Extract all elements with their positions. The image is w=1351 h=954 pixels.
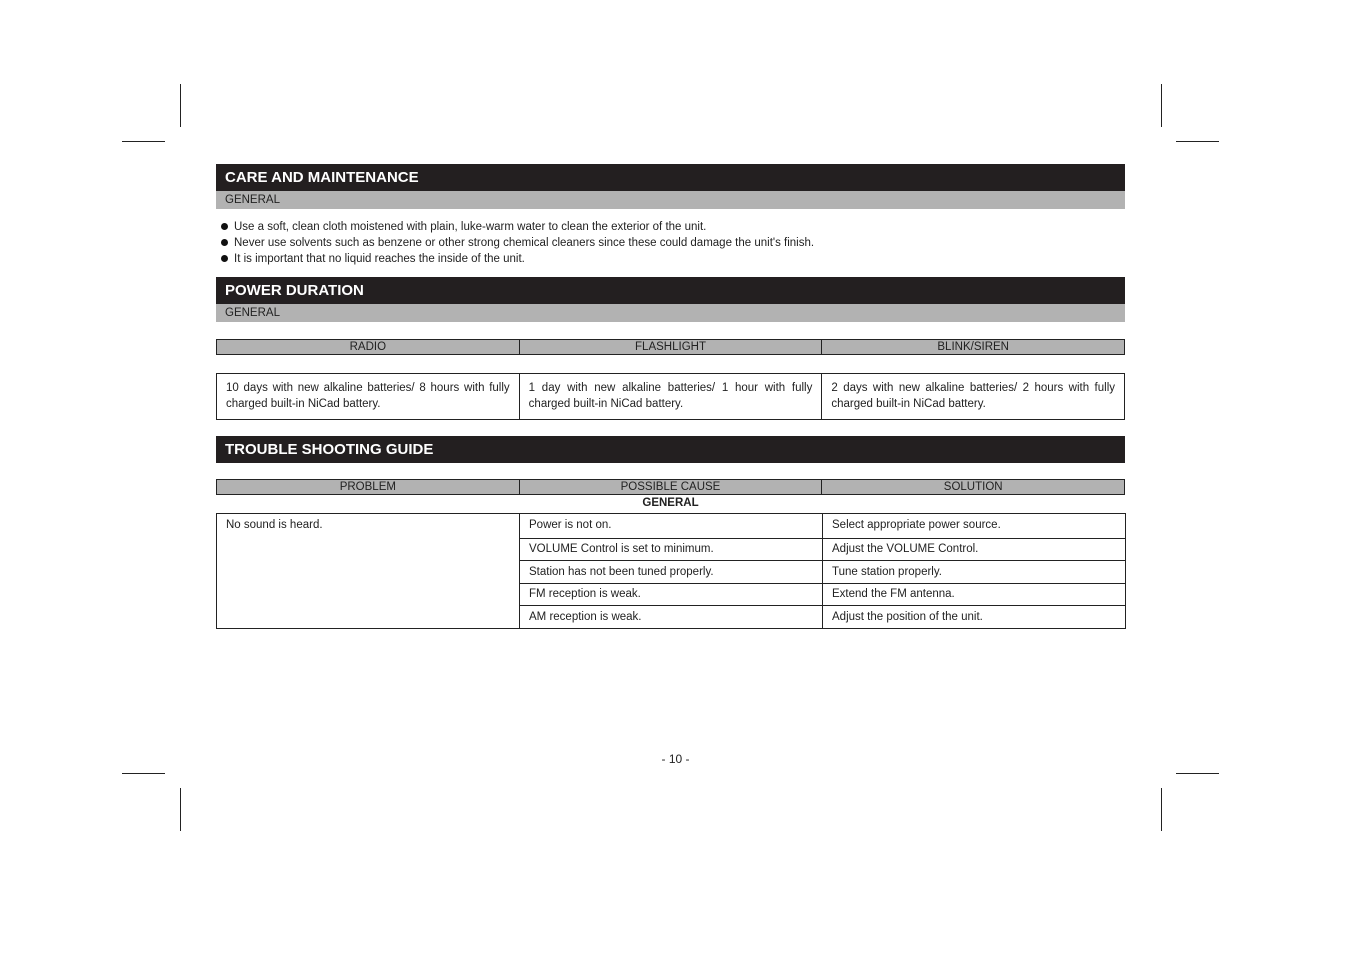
power-section-subtitle: GENERAL (216, 304, 1125, 322)
bullet-icon (221, 239, 228, 246)
trouble-cause-cell: VOLUME Control is set to minimum. (520, 538, 823, 561)
care-bullet-item: Never use solvents such as benzene or other strong chemical cleaners since these could damage the unit's finish. (221, 235, 814, 251)
care-bullet-list (221, 219, 814, 267)
crop-mark-bottom-left-horizontal (122, 773, 165, 774)
power-value-blink-siren: 2 days with new alkaline batteries/ 2 hours with fully charged built-in NiCad battery. (821, 374, 1124, 419)
trouble-table-header (216, 479, 1125, 495)
care-section-subtitle: GENERAL (216, 191, 1125, 209)
crop-mark-bottom-left-vertical (180, 788, 181, 831)
power-table-header (216, 339, 1125, 355)
crop-mark-top-right-vertical (1161, 84, 1162, 127)
table-row (217, 514, 1126, 539)
care-section-title: CARE AND MAINTENANCE (216, 164, 1125, 191)
power-section (216, 277, 1125, 322)
trouble-table-wrapper (216, 513, 1125, 629)
care-section (216, 164, 1125, 209)
care-bullet-item: It is important that no liquid reaches the inside of the unit. (221, 251, 814, 267)
power-header-blink-siren: BLINK/SIREN (821, 340, 1124, 354)
trouble-solution-cell: Select appropriate power source. (823, 514, 1126, 539)
trouble-section (216, 436, 1125, 463)
power-header-flashlight: FLASHLIGHT (519, 340, 822, 354)
trouble-cause-cell: Power is not on. (520, 514, 823, 539)
crop-mark-top-left-horizontal (122, 141, 165, 142)
power-table-values (216, 373, 1125, 420)
crop-mark-top-right-horizontal (1176, 141, 1219, 142)
bullet-icon (221, 255, 228, 262)
trouble-solution-cell: Adjust the position of the unit. (823, 606, 1126, 629)
trouble-section-title: TROUBLE SHOOTING GUIDE (216, 436, 1125, 463)
trouble-header-solution: SOLUTION (821, 480, 1124, 494)
trouble-header-cause: POSSIBLE CAUSE (519, 480, 822, 494)
crop-mark-bottom-right-vertical (1161, 788, 1162, 831)
trouble-solution-cell: Tune station properly. (823, 561, 1126, 584)
trouble-cause-cell: FM reception is weak. (520, 583, 823, 606)
crop-mark-top-left-vertical (180, 84, 181, 127)
care-bullet-item: Use a soft, clean cloth moistened with plain, luke-warm water to clean the exterior of the unit. (221, 219, 814, 235)
trouble-table (216, 513, 1126, 629)
trouble-cause-cell: Station has not been tuned properly. (520, 561, 823, 584)
power-value-radio: 10 days with new alkaline batteries/ 8 hours with fully charged built-in NiCad battery. (226, 382, 510, 410)
page-number: - 10 - (661, 752, 690, 766)
power-header-radio: RADIO (349, 341, 387, 353)
trouble-group-label: GENERAL (642, 497, 699, 509)
crop-mark-bottom-right-horizontal (1176, 773, 1219, 774)
power-value-flashlight: 1 day with new alkaline batteries/ 1 hour with fully charged built-in NiCad battery. (519, 374, 822, 419)
trouble-problem-cell: No sound is heard. (217, 514, 520, 629)
power-section-title: POWER DURATION (216, 277, 1125, 304)
trouble-header-problem: PROBLEM (339, 481, 396, 493)
trouble-solution-cell: Extend the FM antenna. (823, 583, 1126, 606)
bullet-icon (221, 223, 228, 230)
trouble-solution-cell: Adjust the VOLUME Control. (823, 538, 1126, 561)
trouble-cause-cell: AM reception is weak. (520, 606, 823, 629)
